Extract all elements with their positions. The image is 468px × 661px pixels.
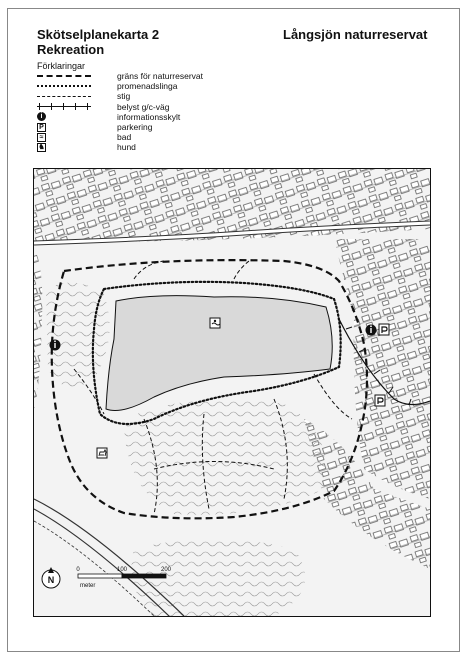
dotted-line-symbol (37, 85, 91, 87)
legend-item-info (37, 112, 297, 122)
path-line-symbol (37, 96, 91, 97)
parking-icon[interactable] (375, 395, 385, 406)
legend-label: stig (117, 91, 131, 102)
dog-icon[interactable] (97, 448, 107, 458)
hill-south (124, 399, 326, 515)
legend-item-path (37, 91, 297, 101)
info-icon[interactable] (366, 325, 377, 336)
parking-icon[interactable] (379, 324, 389, 335)
map-area[interactable] (33, 168, 431, 617)
scale-tick-label: 200 (160, 567, 172, 573)
title-line-2: Rekreation (37, 42, 105, 57)
parking-icon: P (37, 123, 46, 132)
legend (37, 71, 297, 153)
legend-item-walking-loop (37, 81, 297, 91)
legend-heading: Förklaringar (37, 61, 86, 71)
dog-icon: ♞ (38, 143, 45, 151)
boundary-line-symbol (37, 75, 91, 77)
legend-label: bad (117, 132, 132, 143)
info-icon: i (37, 112, 46, 121)
swimming-icon[interactable] (210, 318, 220, 328)
legend-label: hund (117, 142, 136, 153)
legend-label: promenadslinga (117, 81, 178, 92)
swimming-icon: ≈ (37, 133, 46, 142)
info-icon[interactable] (50, 340, 61, 351)
map-canvas[interactable] (34, 169, 430, 616)
district-north (34, 169, 430, 242)
title-line-1: Skötselplanekarta 2 (37, 27, 160, 42)
reserve-name: Långsjön naturreservat (283, 27, 428, 42)
scale-tick-label: 100 (116, 567, 128, 573)
legend-item-boundary (37, 71, 297, 81)
north-label: N (47, 575, 55, 585)
legend-item-lit-path (37, 102, 297, 112)
page-title (37, 27, 159, 57)
legend-label: gräns för naturreservat (117, 71, 203, 82)
legend-item-parking (37, 122, 297, 132)
legend-label: parkering (117, 122, 153, 133)
lit-path-line-symbol (37, 106, 91, 107)
legend-item-swimming (37, 132, 297, 142)
legend-item-dog (37, 142, 297, 152)
scale-unit-label: meter (80, 583, 96, 589)
legend-label: belyst g/c-väg (117, 101, 170, 112)
legend-label: informationsskylt (117, 111, 181, 122)
scale-bar (78, 574, 166, 578)
scale-tick-label: 0 (76, 567, 80, 573)
